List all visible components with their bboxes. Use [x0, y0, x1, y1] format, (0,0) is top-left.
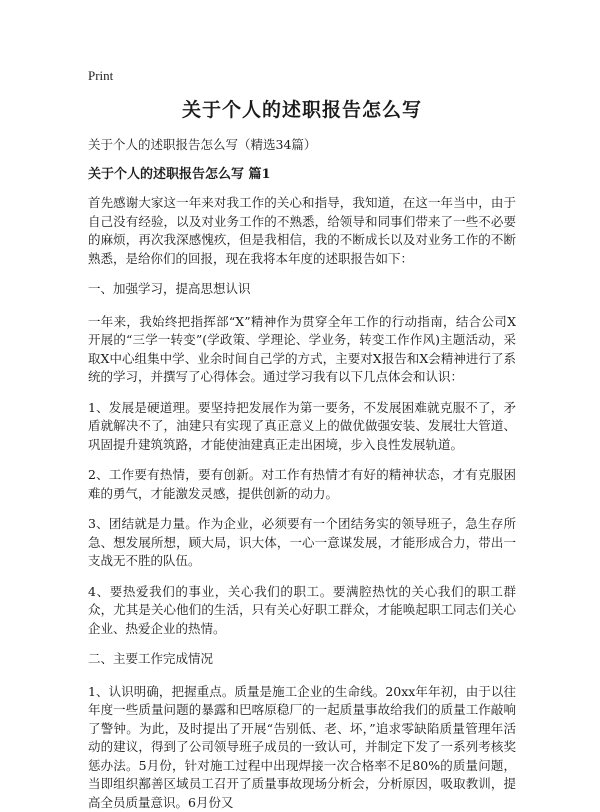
- paragraph-intro: 首先感谢大家这一年来对我工作的关心和指导，我知道，在这一年当中，由于自己没有经验，以及对业务工作的不熟悉，给领导和同事们带来了一些不必要的麻烦，再次我深感愧疚，但是我相信，我的不断成长以及对业务工作的不断熟悉，是给你们的回报，现在我将本年度的述职报告如下：: [88, 194, 516, 268]
- paragraph-heading-study: 一、加强学习，提高思想认识: [88, 280, 516, 299]
- print-label: Print: [88, 68, 516, 84]
- paragraph-point-1: 1、发展是硬道理。要坚持把发展作为第一要务，不发展困难就克服不了，矛盾就解决不了，油建只有实现了真正意义上的做优做强安装、发展壮大管道、巩固提升建筑筑路，才能使油建真正走出困境，步入良性发展轨道。: [88, 399, 516, 455]
- paragraph-work-1: 1、认识明确，把握重点。质量是施工企业的生命线。20xx年年初，由于以往年度一些质量问题的暴露和巴喀原稳厂的一起质量事故给我们的质量工作敲响了警钟。为此，及时提出了开展“告别低、老、坏，”追求零缺陷质量管理年活动的建议，得到了公司领导班子成员的一致认可，并制定下发了一系列考核奖惩办法。5月份，针对施工过程中出现焊接一次合格率不足80%的质量问题，当即组织鄯善区域员工召开了质量事故现场分析会，分析原因，吸取教训，提高全员质量意识。6月份又: [88, 683, 516, 812]
- paragraph-point-4: 4、要热爱我们的事业，关心我们的职工。要满腔热忱的关心我们的职工群众，尤其是关心他们的生活，只有关心好职工群众，才能唤起职工同志们关心企业、热爱企业的热情。: [88, 583, 516, 639]
- paragraph-heading-work: 二、主要工作完成情况: [88, 650, 516, 669]
- paragraph-point-3: 3、团结就是力量。作为企业，必须要有一个团结务实的领导班子，急生存所急、想发展所想，顾大局，识大体，一心一意谋发展，才能形成合力，带出一支战无不胜的队伍。: [88, 515, 516, 571]
- paragraph-point-2: 2、工作要有热情，要有创新。对工作有热情才有好的精神状态，才有克服困难的勇气，才能激发灵感，提供创新的动力。: [88, 466, 516, 503]
- document-title: 关于个人的述职报告怎么写: [88, 98, 516, 122]
- section-heading: 关于个人的述职报告怎么写 篇1: [88, 166, 516, 184]
- paragraph-study-detail: 一年来，我始终把指挥部“X”精神作为贯穿全年工作的行动指南，结合公司X开展的“三学一转变”(学政策、学理论、学业务，转变工作作风)主题活动，采取X中心组集中学、业余时间自己学的方式，主要对X报告和X会精神进行了系统的学习，并撰写了心得体会。通过学习我有以下几点体会和认识：: [88, 313, 516, 387]
- document-subtitle: 关于个人的述职报告怎么写（精选34篇）: [88, 136, 516, 154]
